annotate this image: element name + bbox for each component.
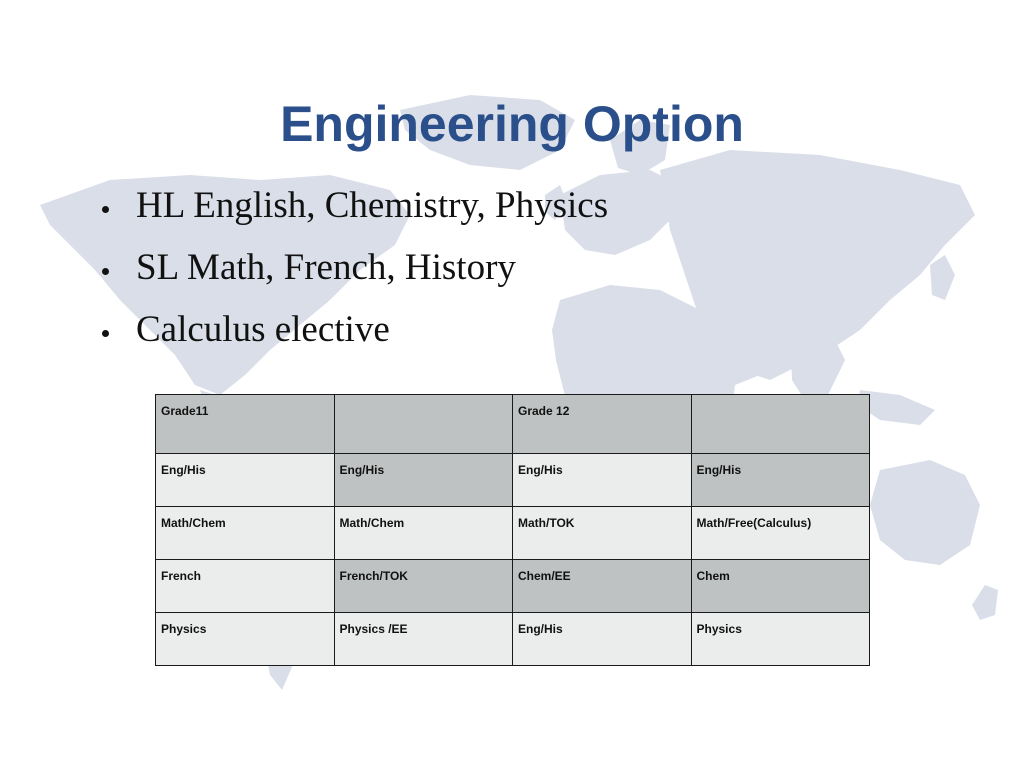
table-cell: Eng/His [513, 613, 692, 666]
bullet-text: HL English, Chemistry, Physics [136, 185, 609, 226]
table-cell: Math/Free(Calculus) [691, 507, 870, 560]
table-cell: Math/Chem [334, 507, 513, 560]
table-cell: Chem/EE [513, 560, 692, 613]
bullet-item [100, 304, 608, 366]
table-row [156, 454, 870, 507]
bullet-icon [102, 206, 109, 213]
table-cell: Eng/His [691, 454, 870, 507]
table-header-cell [691, 395, 870, 454]
table-cell: French/TOK [334, 560, 513, 613]
table-cell: French [156, 560, 335, 613]
bullet-item [100, 180, 608, 242]
table-header-cell: Grade 12 [513, 395, 692, 454]
table-row [156, 507, 870, 560]
bullet-text: SL Math, French, History [136, 247, 516, 288]
table-header-cell [334, 395, 513, 454]
bullet-text: Calculus elective [136, 309, 390, 350]
table-cell: Eng/His [334, 454, 513, 507]
table-cell: Math/Chem [156, 507, 335, 560]
table-cell: Physics /EE [334, 613, 513, 666]
table-cell: Physics [156, 613, 335, 666]
table-header-cell: Grade11 [156, 395, 335, 454]
table-header-row [156, 395, 870, 454]
bullet-icon [102, 330, 109, 337]
table-cell: Math/TOK [513, 507, 692, 560]
bullet-icon [102, 268, 109, 275]
table-row [156, 613, 870, 666]
slide-title: Engineering Option [280, 96, 744, 152]
table-row [156, 560, 870, 613]
bullet-item [100, 242, 608, 304]
course-schedule-table [155, 394, 870, 666]
table-cell: Eng/His [513, 454, 692, 507]
bullet-list [100, 180, 608, 366]
table-cell: Eng/His [156, 454, 335, 507]
table-cell: Physics [691, 613, 870, 666]
table-cell: Chem [691, 560, 870, 613]
